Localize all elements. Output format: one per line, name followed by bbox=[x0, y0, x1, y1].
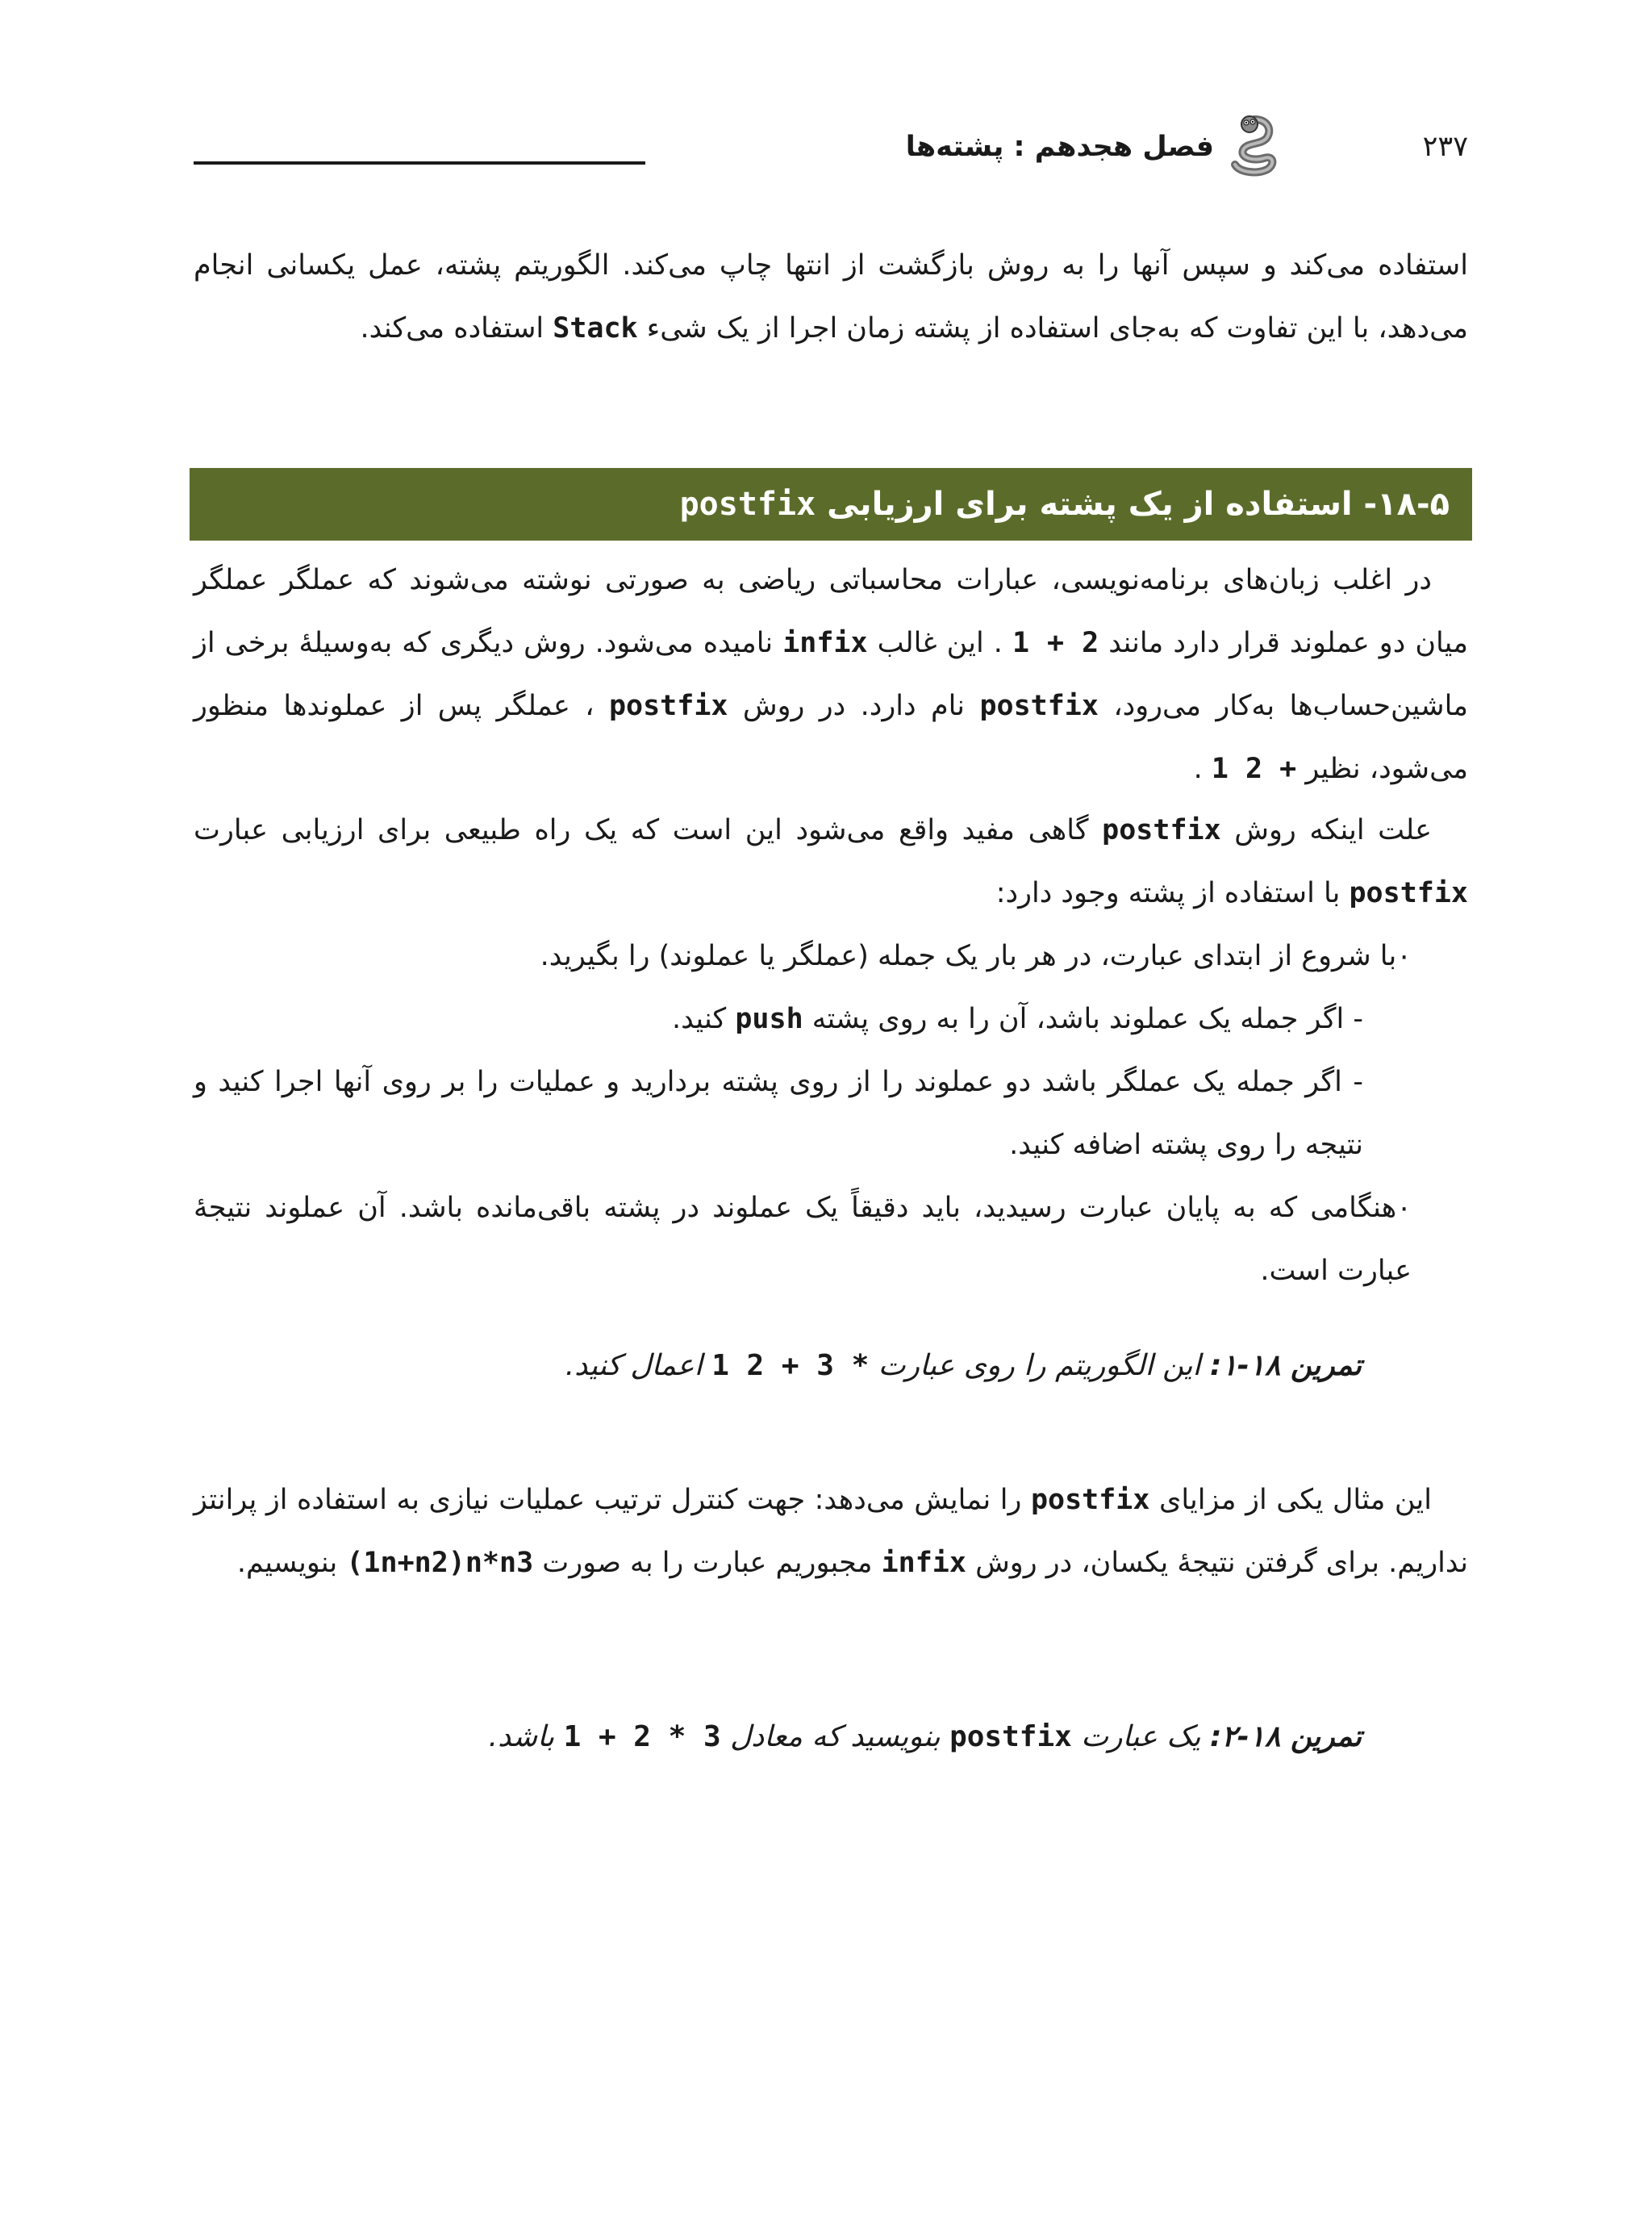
para1-text-3: نامیده می‌شود. روش دیگری که به‌وسیلهٔ برخی از ماشین‌حساب‌ها به‌کار می‌رود، bbox=[194, 627, 1468, 722]
code-1-plus-2: 1 + 2 bbox=[1012, 627, 1099, 659]
paragraph-parentheses bbox=[194, 1468, 1468, 1594]
exercise-2-text-1: یک عبارت bbox=[1071, 1720, 1210, 1753]
code-postfix: postfix bbox=[979, 690, 1099, 722]
intro-line-3: می‌کند. bbox=[360, 312, 445, 345]
paragraph-infix-postfix bbox=[194, 549, 1468, 800]
exercise-1-label: تمرین ۱۸-۱: bbox=[1209, 1349, 1362, 1382]
code-postfix-5: postfix bbox=[1030, 1484, 1150, 1516]
code-stack: Stack bbox=[553, 312, 638, 345]
step-2-text-b: کنید. bbox=[671, 1003, 736, 1035]
para1-text-4: نام دارد. در روش bbox=[728, 690, 980, 722]
para2-text-2: گاهی مفید واقع می‌شود این است که یک راه طبیعی برای ارزیابی عبارت bbox=[194, 814, 1103, 846]
chapter-title: فصل هجدهم : پشته‌ها bbox=[905, 131, 1214, 163]
intro-line-2a: انجام می‌دهد، با این تفاوت که به‌جای استفاده از پشته زمان اجرا از یک شیء bbox=[194, 249, 1468, 345]
exercise-2-text-2: بنویسید که معادل bbox=[720, 1720, 950, 1753]
para3-text-2: را نمایش می‌دهد: جهت کنترل ترتیب عملیات نیازی به استفاده از پرانتز نداریم. برای گرفتن نتیجهٔ یکسان، در روش bbox=[194, 1484, 1468, 1579]
snake-mascot-icon bbox=[1222, 113, 1287, 178]
code-postfix-3: postfix bbox=[1102, 814, 1221, 846]
exercise-1 bbox=[565, 1349, 1362, 1382]
paragraph-stack-evaluation bbox=[194, 799, 1468, 925]
step-1: ۰با شروع از ابتدای عبارت، در هر بار یک جمله (عملگر یا عملوند) را بگیرید. bbox=[540, 940, 1412, 972]
para3-text-3: مجبوریم عبارت را به صورت bbox=[533, 1547, 882, 1579]
para1-text-1: در اغلب زبان‌های برنامه‌نویسی، عبارات محاسباتی ریاضی به صورتی نوشته می‌شوند که عملگر عملگر میان دو عملوند قرار دارد مانند bbox=[194, 564, 1468, 659]
step-4: ۰هنگامی که به پایان عبارت رسیدید، باید دقیقاً یک عملوند در پشته باقی‌مانده باشد. آن عملوند نتیجهٔ عبارت است. bbox=[194, 1192, 1412, 1287]
intro-line-2b: استفاده bbox=[453, 312, 553, 345]
code-infix-2: infix bbox=[881, 1547, 966, 1579]
step-2 bbox=[484, 988, 1363, 1051]
intro-line-1: استفاده می‌کند و سپس آنها را به روش بازگشت از انتها چاپ می‌کند. الگوریتم پشته، عمل یکسانی bbox=[266, 249, 1468, 282]
para1-text-2: . این غالب bbox=[867, 627, 1012, 659]
exercise-2-code-2: 1 + 2 * 3 bbox=[563, 1720, 721, 1753]
code-infix: infix bbox=[782, 627, 868, 659]
step-3: - اگر جمله یک عملگر باشد دو عملوند را از روی پشته بردارید و عملیات را بر روی آنها اجرا کنید و نتیجه را روی پشته اضافه کنید. bbox=[194, 1066, 1363, 1161]
exercise-2 bbox=[489, 1720, 1362, 1753]
code-parenthesized: (1n+n2)n*n3 bbox=[346, 1547, 534, 1579]
exercise-1-text-2: اعمال کنید. bbox=[565, 1349, 712, 1382]
exercise-1-text-1: این الگوریتم را روی عبارت bbox=[869, 1349, 1210, 1382]
code-push: push bbox=[735, 1003, 803, 1035]
exercise-2-label: تمرین ۱۸-۲: bbox=[1209, 1720, 1362, 1753]
section-heading bbox=[190, 468, 1472, 541]
step-2-text-a: - اگر جمله یک عملوند باشد، آن را به روی پشته bbox=[803, 1003, 1363, 1035]
code-postfix-4: postfix bbox=[1349, 877, 1468, 909]
page-number: ۲۳۷ bbox=[1422, 131, 1468, 163]
exercise-2-text-3: باشد. bbox=[488, 1720, 564, 1753]
section-code: postfix bbox=[679, 486, 816, 523]
exercise-2-code: postfix bbox=[949, 1720, 1072, 1753]
header-rule bbox=[194, 161, 645, 165]
code-1-2-plus: 1 2 + bbox=[1211, 753, 1297, 785]
para3-text-1: این مثال یکی از مزایای bbox=[1149, 1484, 1433, 1516]
para1-text-5: ، عملگر پس از عملوندها منظور می‌شود، نظیر bbox=[194, 690, 1468, 785]
section-title: ۱۸-۵- استفاده از یک پشته برای ارزیابی bbox=[816, 486, 1450, 523]
para3-text-4: بنویسیم. bbox=[236, 1547, 347, 1579]
intro-paragraph bbox=[194, 234, 1468, 360]
running-header bbox=[194, 113, 1468, 194]
exercise-1-code: 1 2 + 3 * bbox=[711, 1349, 870, 1382]
para2-text-3: با استفاده از پشته وجود دارد: bbox=[995, 877, 1350, 909]
para2-text-1: علت اینکه روش bbox=[1220, 814, 1432, 846]
code-postfix-2: postfix bbox=[608, 690, 728, 722]
para1-text-6: . bbox=[1193, 753, 1212, 785]
